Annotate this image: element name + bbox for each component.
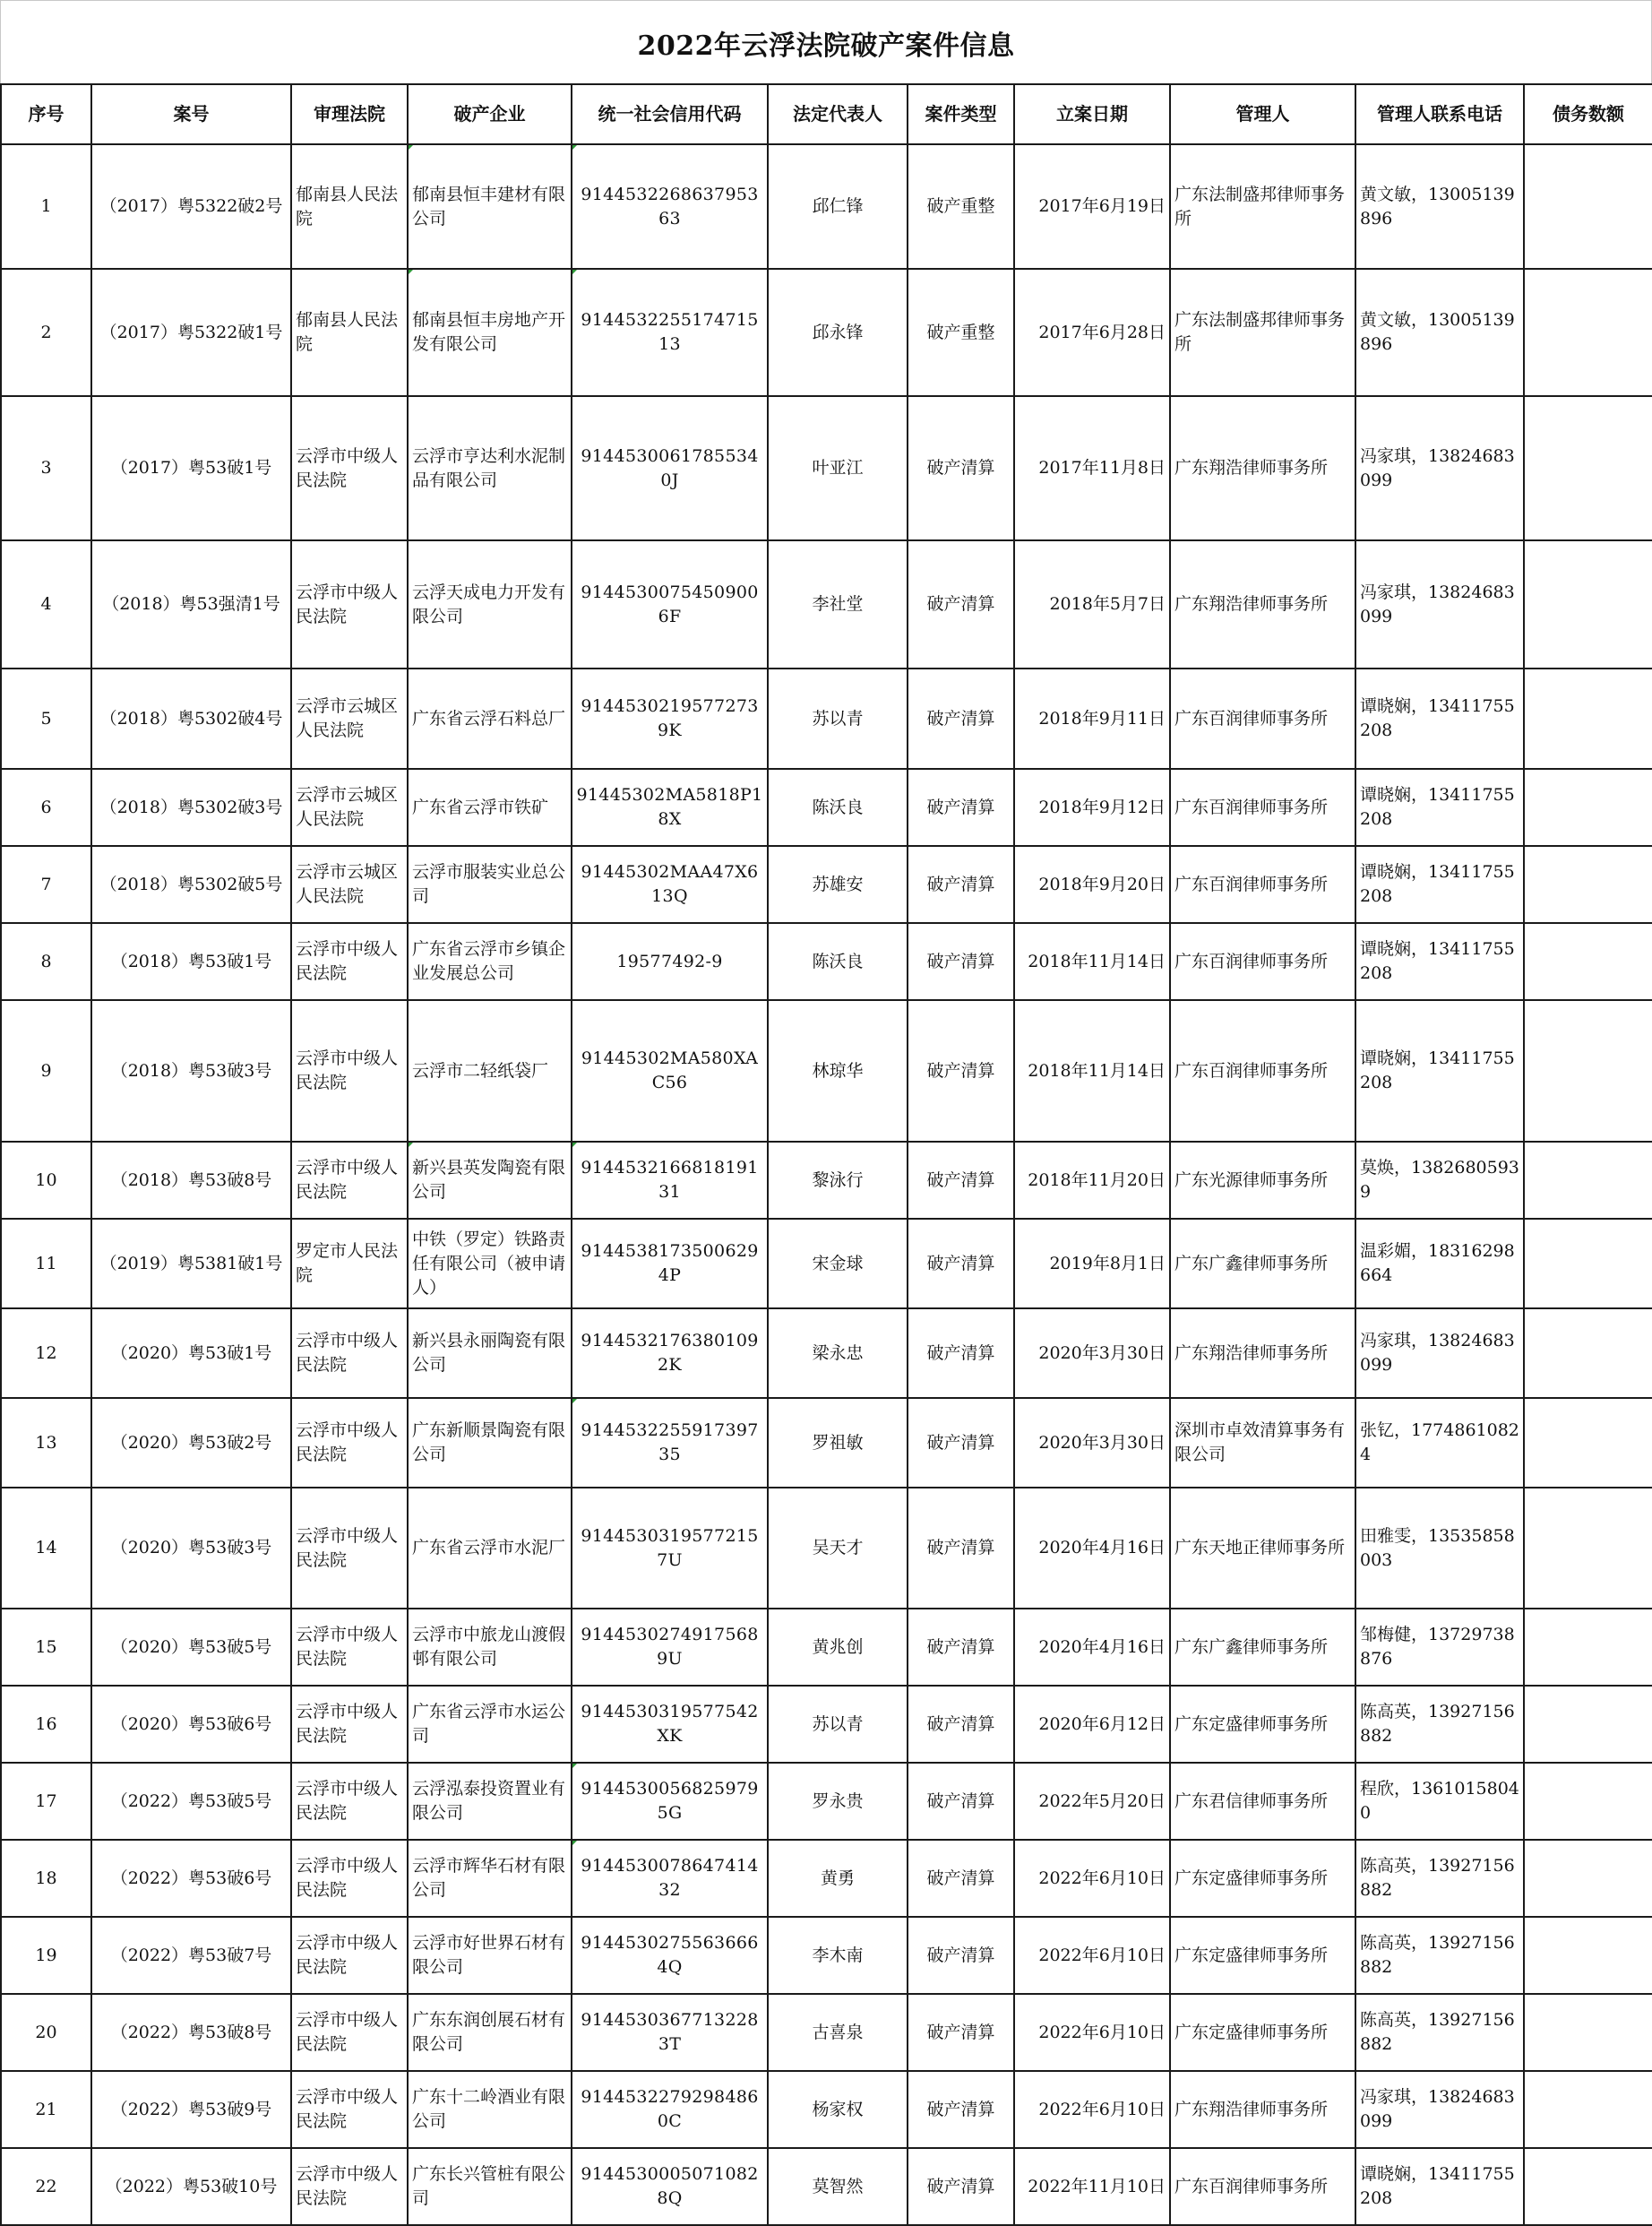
cell-case-number[interactable]: （2018）粤53破1号: [91, 923, 291, 1000]
cell-debt-amount[interactable]: [1524, 1686, 1652, 1763]
cell-serial-no[interactable]: 13: [1, 1398, 91, 1488]
cell-filing-date[interactable]: 2018年9月20日: [1014, 846, 1170, 923]
cell-court[interactable]: 郁南县人民法院: [291, 269, 408, 396]
cell-court[interactable]: 云浮市中级人民法院: [291, 2071, 408, 2148]
bankruptcy-cases-table: [0, 83, 1652, 2226]
cell-serial-no[interactable]: 18: [1, 1840, 91, 1917]
cell-administrator-phone[interactable]: 程欣，13610158040: [1355, 1763, 1524, 1840]
cell-case-number[interactable]: （2022）粤53破10号: [91, 2148, 291, 2225]
cell-court[interactable]: 云浮市中级人民法院: [291, 1917, 408, 1994]
cell-debt-amount[interactable]: [1524, 769, 1652, 846]
header-cell[interactable]: 债务数额: [1524, 84, 1652, 144]
cell-legal-representative[interactable]: 叶亚江: [768, 396, 908, 540]
cell-company[interactable]: 云浮市亨达利水泥制品有限公司: [408, 396, 572, 540]
cell-administrator-phone[interactable]: 邹梅健，13729738876: [1355, 1609, 1524, 1686]
cell-administrator-phone[interactable]: 谭晓娴，13411755208: [1355, 769, 1524, 846]
table-row: [1, 1686, 1652, 1763]
cell-administrator-phone[interactable]: 张钇，17748610824: [1355, 1398, 1524, 1488]
cell-case-number[interactable]: （2019）粤5381破1号: [91, 1219, 291, 1308]
cell-filing-date[interactable]: 2018年9月11日: [1014, 669, 1170, 769]
cell-company[interactable]: 广东新顺景陶瓷有限公司: [408, 1398, 572, 1488]
cell-legal-representative[interactable]: 宋金球: [768, 1219, 908, 1308]
cell-court[interactable]: 云浮市中级人民法院: [291, 396, 408, 540]
cell-filing-date[interactable]: 2022年11月10日: [1014, 2148, 1170, 2225]
cell-case-number[interactable]: （2022）粤53破6号: [91, 1840, 291, 1917]
header-cell[interactable]: 序号: [1, 84, 91, 144]
cell-company[interactable]: 广东十二岭酒业有限公司: [408, 2071, 572, 2148]
cell-case-number[interactable]: （2017）粤5322破2号: [91, 144, 291, 269]
table-row: [1, 1000, 1652, 1142]
cell-court[interactable]: 云浮市中级人民法院: [291, 540, 408, 669]
cell-company[interactable]: 云浮市好世界石材有限公司: [408, 1917, 572, 1994]
cell-administrator[interactable]: 广东广鑫律师事务所: [1170, 1219, 1355, 1308]
cell-debt-amount[interactable]: [1524, 1763, 1652, 1840]
cell-court[interactable]: 云浮市云城区人民法院: [291, 769, 408, 846]
cell-debt-amount[interactable]: [1524, 540, 1652, 669]
cell-court[interactable]: 云浮市中级人民法院: [291, 1763, 408, 1840]
cell-serial-no[interactable]: 15: [1, 1609, 91, 1686]
cell-administrator-phone[interactable]: 田雅雯，13535858003: [1355, 1488, 1524, 1609]
cell-legal-representative[interactable]: 黄兆创: [768, 1609, 908, 1686]
cell-administrator-phone[interactable]: 温彩媚，18316298664: [1355, 1219, 1524, 1308]
cell-administrator-phone[interactable]: 谭晓娴，13411755208: [1355, 2148, 1524, 2225]
cell-administrator[interactable]: 广东君信律师事务所: [1170, 1763, 1355, 1840]
table-row: [1, 269, 1652, 396]
cell-legal-representative[interactable]: 林琼华: [768, 1000, 908, 1142]
cell-case-number[interactable]: （2022）粤53破8号: [91, 1994, 291, 2071]
cell-administrator[interactable]: 广东天地正律师事务所: [1170, 1488, 1355, 1609]
cell-credit-code[interactable]: 91445303677132283T: [572, 1994, 768, 2071]
cell-credit-code[interactable]: 914453216681819131: [572, 1142, 768, 1219]
cell-court[interactable]: 云浮市中级人民法院: [291, 1686, 408, 1763]
cell-credit-code[interactable]: 91445302MAA47X613Q: [572, 846, 768, 923]
cell-administrator[interactable]: 广东翔浩律师事务所: [1170, 396, 1355, 540]
cell-debt-amount[interactable]: [1524, 846, 1652, 923]
cell-legal-representative[interactable]: 梁永忠: [768, 1308, 908, 1398]
cell-administrator[interactable]: 广东百润律师事务所: [1170, 923, 1355, 1000]
cell-filing-date[interactable]: 2018年9月12日: [1014, 769, 1170, 846]
cell-case-type[interactable]: 破产清算: [908, 846, 1014, 923]
cell-company[interactable]: 郁南县恒丰建材有限公司: [408, 144, 572, 269]
cell-filing-date[interactable]: 2022年5月20日: [1014, 1763, 1170, 1840]
cell-case-number[interactable]: （2020）粤53破1号: [91, 1308, 291, 1398]
cell-debt-amount[interactable]: [1524, 396, 1652, 540]
cell-company[interactable]: 广东省云浮市铁矿: [408, 769, 572, 846]
cell-case-number[interactable]: （2020）粤53破3号: [91, 1488, 291, 1609]
cell-administrator[interactable]: 广东翔浩律师事务所: [1170, 2071, 1355, 2148]
table-row: [1, 1994, 1652, 2071]
cell-court[interactable]: 云浮市中级人民法院: [291, 1488, 408, 1609]
cell-legal-representative[interactable]: 李社堂: [768, 540, 908, 669]
cell-company[interactable]: 广东省云浮市水泥厂: [408, 1488, 572, 1609]
cell-credit-code[interactable]: 91445302755636664Q: [572, 1917, 768, 1994]
cell-court[interactable]: 云浮市中级人民法院: [291, 923, 408, 1000]
cell-credit-code[interactable]: 91445300050710828Q: [572, 2148, 768, 2225]
cell-legal-representative[interactable]: 杨家权: [768, 2071, 908, 2148]
cell-legal-representative[interactable]: 邱仁锋: [768, 144, 908, 269]
cell-debt-amount[interactable]: [1524, 1994, 1652, 2071]
cell-administrator-phone[interactable]: 谭晓娴，13411755208: [1355, 923, 1524, 1000]
cell-administrator[interactable]: 广东法制盛邦律师事务所: [1170, 144, 1355, 269]
cell-credit-code[interactable]: 914453007864741432: [572, 1840, 768, 1917]
cell-serial-no[interactable]: 3: [1, 396, 91, 540]
cell-case-type[interactable]: 破产清算: [908, 769, 1014, 846]
cell-debt-amount[interactable]: [1524, 1398, 1652, 1488]
cell-case-type[interactable]: 破产清算: [908, 1308, 1014, 1398]
cell-case-number[interactable]: （2018）粤53强清1号: [91, 540, 291, 669]
cell-administrator[interactable]: 广东定盛律师事务所: [1170, 1994, 1355, 2071]
cell-administrator-phone[interactable]: 黄文敏，13005139896: [1355, 144, 1524, 269]
cell-case-type[interactable]: 破产清算: [908, 1917, 1014, 1994]
cell-case-number[interactable]: （2018）粤53破8号: [91, 1142, 291, 1219]
cell-case-type[interactable]: 破产重整: [908, 144, 1014, 269]
cell-case-number[interactable]: （2017）粤5322破1号: [91, 269, 291, 396]
cell-administrator[interactable]: 广东法制盛邦律师事务所: [1170, 269, 1355, 396]
header-cell[interactable]: 管理人联系电话: [1355, 84, 1524, 144]
cell-filing-date[interactable]: 2020年6月12日: [1014, 1686, 1170, 1763]
cell-credit-code[interactable]: 19577492-9: [572, 923, 768, 1000]
header-cell[interactable]: 审理法院: [291, 84, 408, 144]
cell-court[interactable]: 罗定市人民法院: [291, 1219, 408, 1308]
table-row: [1, 2071, 1652, 2148]
cell-credit-code[interactable]: 914453226863795363: [572, 144, 768, 269]
table-header-row: [1, 84, 1652, 144]
cell-administrator-phone[interactable]: 黄文敏，13005139896: [1355, 269, 1524, 396]
cell-filing-date[interactable]: 2017年6月28日: [1014, 269, 1170, 396]
cell-legal-representative[interactable]: 罗祖敏: [768, 1398, 908, 1488]
cell-filing-date[interactable]: 2020年3月30日: [1014, 1398, 1170, 1488]
cell-legal-representative[interactable]: 陈沃良: [768, 923, 908, 1000]
cell-credit-code[interactable]: 91445300617855340J: [572, 396, 768, 540]
cell-serial-no[interactable]: 19: [1, 1917, 91, 1994]
cell-company[interactable]: 云浮泓泰投资置业有限公司: [408, 1763, 572, 1840]
cell-case-type[interactable]: 破产清算: [908, 1609, 1014, 1686]
cell-case-type[interactable]: 破产清算: [908, 923, 1014, 1000]
cell-case-type[interactable]: 破产清算: [908, 1763, 1014, 1840]
cell-serial-no[interactable]: 9: [1, 1000, 91, 1142]
cell-case-type[interactable]: 破产清算: [908, 1219, 1014, 1308]
cell-administrator[interactable]: 广东定盛律师事务所: [1170, 1840, 1355, 1917]
cell-case-type[interactable]: 破产清算: [908, 2071, 1014, 2148]
cell-debt-amount[interactable]: [1524, 2071, 1652, 2148]
table-row: [1, 769, 1652, 846]
table-row: [1, 1142, 1652, 1219]
cell-filing-date[interactable]: 2018年11月14日: [1014, 1000, 1170, 1142]
cell-case-type[interactable]: 破产清算: [908, 1686, 1014, 1763]
table-row: [1, 144, 1652, 269]
cell-credit-code[interactable]: 91445300568259795G: [572, 1763, 768, 1840]
cell-administrator[interactable]: 广东定盛律师事务所: [1170, 1917, 1355, 1994]
cell-filing-date[interactable]: 2018年11月20日: [1014, 1142, 1170, 1219]
header-cell[interactable]: 统一社会信用代码: [572, 84, 768, 144]
cell-legal-representative[interactable]: 古喜泉: [768, 1994, 908, 2071]
cell-court[interactable]: 云浮市中级人民法院: [291, 2148, 408, 2225]
cell-court[interactable]: 云浮市中级人民法院: [291, 1000, 408, 1142]
cell-administrator[interactable]: 深圳市卓效清算事务有限公司: [1170, 1398, 1355, 1488]
cell-administrator-phone[interactable]: 冯家琪，13824683099: [1355, 396, 1524, 540]
cell-company[interactable]: 郁南县恒丰房地产开发有限公司: [408, 269, 572, 396]
cell-administrator-phone[interactable]: 冯家琪，13824683099: [1355, 2071, 1524, 2148]
cell-administrator-phone[interactable]: 陈高英，13927156882: [1355, 1686, 1524, 1763]
table-row: [1, 846, 1652, 923]
cell-serial-no[interactable]: 2: [1, 269, 91, 396]
table-row: [1, 1840, 1652, 1917]
table-row: [1, 1219, 1652, 1308]
header-cell[interactable]: 案件类型: [908, 84, 1014, 144]
cell-case-type[interactable]: 破产清算: [908, 540, 1014, 669]
cell-case-type[interactable]: 破产清算: [908, 669, 1014, 769]
cell-serial-no[interactable]: 12: [1, 1308, 91, 1398]
cell-legal-representative[interactable]: 罗永贵: [768, 1763, 908, 1840]
table-row: [1, 1488, 1652, 1609]
cell-credit-code[interactable]: 91445302195772739K: [572, 669, 768, 769]
cell-company[interactable]: 云浮市中旅龙山渡假邨有限公司: [408, 1609, 572, 1686]
cell-legal-representative[interactable]: 李木南: [768, 1917, 908, 1994]
cell-credit-code[interactable]: 91445321763801092K: [572, 1308, 768, 1398]
cell-serial-no[interactable]: 20: [1, 1994, 91, 2071]
header-cell[interactable]: 法定代表人: [768, 84, 908, 144]
cell-debt-amount[interactable]: [1524, 2148, 1652, 2225]
table-row: [1, 1398, 1652, 1488]
cell-debt-amount[interactable]: [1524, 269, 1652, 396]
cell-case-number[interactable]: （2020）粤53破2号: [91, 1398, 291, 1488]
cell-company[interactable]: 中铁（罗定）铁路责任有限公司（被申请人）: [408, 1219, 572, 1308]
cell-serial-no[interactable]: 6: [1, 769, 91, 846]
cell-credit-code[interactable]: 91445302749175689U: [572, 1609, 768, 1686]
cell-court[interactable]: 云浮市云城区人民法院: [291, 669, 408, 769]
cell-court[interactable]: 云浮市中级人民法院: [291, 1994, 408, 2071]
cell-case-type[interactable]: 破产清算: [908, 1488, 1014, 1609]
cell-legal-representative[interactable]: 吴天才: [768, 1488, 908, 1609]
cell-case-number[interactable]: （2022）粤53破5号: [91, 1763, 291, 1840]
cell-case-number[interactable]: （2018）粤5302破5号: [91, 846, 291, 923]
cell-administrator[interactable]: 广东百润律师事务所: [1170, 769, 1355, 846]
cell-company[interactable]: 广东长兴管桩有限公司: [408, 2148, 572, 2225]
cell-case-number[interactable]: （2017）粤53破1号: [91, 396, 291, 540]
cell-credit-code[interactable]: 91445303195772157U: [572, 1488, 768, 1609]
cell-administrator-phone[interactable]: 谭晓娴，13411755208: [1355, 1000, 1524, 1142]
cell-company[interactable]: 广东东润创展石材有限公司: [408, 1994, 572, 2071]
cell-filing-date[interactable]: 2022年6月10日: [1014, 2071, 1170, 2148]
cell-administrator[interactable]: 广东百润律师事务所: [1170, 846, 1355, 923]
cell-administrator[interactable]: 广东定盛律师事务所: [1170, 1686, 1355, 1763]
cell-filing-date[interactable]: 2022年6月10日: [1014, 1917, 1170, 1994]
cell-debt-amount[interactable]: [1524, 1840, 1652, 1917]
cell-administrator-phone[interactable]: 陈高英，13927156882: [1355, 1840, 1524, 1917]
sheet-title: 2022年云浮法院破产案件信息: [0, 0, 1652, 84]
cell-administrator-phone[interactable]: 陈高英，13927156882: [1355, 1917, 1524, 1994]
cell-debt-amount[interactable]: [1524, 1609, 1652, 1686]
cell-filing-date[interactable]: 2022年6月10日: [1014, 1994, 1170, 2071]
cell-serial-no[interactable]: 14: [1, 1488, 91, 1609]
cell-company[interactable]: 广东省云浮石料总厂: [408, 669, 572, 769]
cell-administrator-phone[interactable]: 冯家琪，13824683099: [1355, 540, 1524, 669]
cell-serial-no[interactable]: 5: [1, 669, 91, 769]
cell-serial-no[interactable]: 21: [1, 2071, 91, 2148]
table-row: [1, 540, 1652, 669]
cell-debt-amount[interactable]: [1524, 1000, 1652, 1142]
cell-case-type[interactable]: 破产重整: [908, 269, 1014, 396]
cell-credit-code[interactable]: 914453225517471513: [572, 269, 768, 396]
cell-court[interactable]: 云浮市云城区人民法院: [291, 846, 408, 923]
cell-case-type[interactable]: 破产清算: [908, 1000, 1014, 1142]
cell-case-number[interactable]: （2020）粤53破6号: [91, 1686, 291, 1763]
cell-administrator-phone[interactable]: 谭晓娴，13411755208: [1355, 846, 1524, 923]
cell-serial-no[interactable]: 7: [1, 846, 91, 923]
cell-filing-date[interactable]: 2020年3月30日: [1014, 1308, 1170, 1398]
cell-company[interactable]: 广东省云浮市乡镇企业发展总公司: [408, 923, 572, 1000]
cell-filing-date[interactable]: 2017年11月8日: [1014, 396, 1170, 540]
table-row: [1, 1609, 1652, 1686]
cell-serial-no[interactable]: 16: [1, 1686, 91, 1763]
cell-company[interactable]: 云浮天成电力开发有限公司: [408, 540, 572, 669]
cell-filing-date[interactable]: 2017年6月19日: [1014, 144, 1170, 269]
cell-administrator-phone[interactable]: 谭晓娴，13411755208: [1355, 669, 1524, 769]
cell-company[interactable]: 新兴县英发陶瓷有限公司: [408, 1142, 572, 1219]
cell-filing-date[interactable]: 2018年11月14日: [1014, 923, 1170, 1000]
cell-legal-representative[interactable]: 苏雄安: [768, 846, 908, 923]
cell-filing-date[interactable]: 2018年5月7日: [1014, 540, 1170, 669]
cell-case-number[interactable]: （2018）粤5302破4号: [91, 669, 291, 769]
cell-serial-no[interactable]: 17: [1, 1763, 91, 1840]
cell-case-number[interactable]: （2022）粤53破7号: [91, 1917, 291, 1994]
table-row: [1, 1763, 1652, 1840]
cell-administrator[interactable]: 广东百润律师事务所: [1170, 1000, 1355, 1142]
cell-company[interactable]: 云浮市二轻纸袋厂: [408, 1000, 572, 1142]
cell-administrator-phone[interactable]: 莫焕，13826805939: [1355, 1142, 1524, 1219]
cell-credit-code[interactable]: 91445322792984860C: [572, 2071, 768, 2148]
table-row: [1, 1308, 1652, 1398]
cell-administrator[interactable]: 广东百润律师事务所: [1170, 2148, 1355, 2225]
cell-court[interactable]: 云浮市中级人民法院: [291, 1609, 408, 1686]
header-cell[interactable]: 破产企业: [408, 84, 572, 144]
cell-filing-date[interactable]: 2020年4月16日: [1014, 1488, 1170, 1609]
header-cell[interactable]: 管理人: [1170, 84, 1355, 144]
cell-debt-amount[interactable]: [1524, 669, 1652, 769]
cell-case-type[interactable]: 破产清算: [908, 1994, 1014, 2071]
cell-serial-no[interactable]: 8: [1, 923, 91, 1000]
cell-administrator[interactable]: 广东百润律师事务所: [1170, 669, 1355, 769]
cell-case-number[interactable]: （2018）粤53破3号: [91, 1000, 291, 1142]
cell-case-type[interactable]: 破产清算: [908, 1398, 1014, 1488]
cell-court[interactable]: 云浮市中级人民法院: [291, 1398, 408, 1488]
cell-serial-no[interactable]: 11: [1, 1219, 91, 1308]
cell-legal-representative[interactable]: 黄勇: [768, 1840, 908, 1917]
cell-case-number[interactable]: （2022）粤53破9号: [91, 2071, 291, 2148]
cell-legal-representative[interactable]: 陈沃良: [768, 769, 908, 846]
cell-administrator-phone[interactable]: 冯家琪，13824683099: [1355, 1308, 1524, 1398]
table-row: [1, 1917, 1652, 1994]
cell-credit-code[interactable]: 914453225591739735: [572, 1398, 768, 1488]
cell-court[interactable]: 云浮市中级人民法院: [291, 1142, 408, 1219]
cell-credit-code[interactable]: 91445302MA5818P18X: [572, 769, 768, 846]
cell-filing-date[interactable]: 2019年8月1日: [1014, 1219, 1170, 1308]
cell-administrator[interactable]: 广东翔浩律师事务所: [1170, 540, 1355, 669]
table-row: [1, 2148, 1652, 2225]
cell-legal-representative[interactable]: 苏以青: [768, 1686, 908, 1763]
table-row: [1, 396, 1652, 540]
table-row: [1, 923, 1652, 1000]
cell-serial-no[interactable]: 10: [1, 1142, 91, 1219]
table-row: [1, 669, 1652, 769]
cell-legal-representative[interactable]: 黎泳行: [768, 1142, 908, 1219]
cell-court[interactable]: 云浮市中级人民法院: [291, 1308, 408, 1398]
cell-serial-no[interactable]: 1: [1, 144, 91, 269]
cell-administrator[interactable]: 广东翔浩律师事务所: [1170, 1308, 1355, 1398]
cell-debt-amount[interactable]: [1524, 1917, 1652, 1994]
cell-credit-code[interactable]: 9144530319577542XK: [572, 1686, 768, 1763]
cell-serial-no[interactable]: 22: [1, 2148, 91, 2225]
cell-debt-amount[interactable]: [1524, 1488, 1652, 1609]
cell-administrator-phone[interactable]: 陈高英，13927156882: [1355, 1994, 1524, 2071]
cell-legal-representative[interactable]: 莫智然: [768, 2148, 908, 2225]
cell-case-number[interactable]: （2020）粤53破5号: [91, 1609, 291, 1686]
cell-debt-amount[interactable]: [1524, 1308, 1652, 1398]
cell-legal-representative[interactable]: 苏以青: [768, 669, 908, 769]
cell-debt-amount[interactable]: [1524, 923, 1652, 1000]
cell-serial-no[interactable]: 4: [1, 540, 91, 669]
cell-case-type[interactable]: 破产清算: [908, 1840, 1014, 1917]
cell-company[interactable]: 云浮市服装实业总公司: [408, 846, 572, 923]
cell-filing-date[interactable]: 2022年6月10日: [1014, 1840, 1170, 1917]
cell-debt-amount[interactable]: [1524, 1142, 1652, 1219]
cell-case-type[interactable]: 破产清算: [908, 396, 1014, 540]
cell-credit-code[interactable]: 91445381735006294P: [572, 1219, 768, 1308]
cell-debt-amount[interactable]: [1524, 1219, 1652, 1308]
cell-administrator[interactable]: 广东广鑫律师事务所: [1170, 1609, 1355, 1686]
cell-court[interactable]: 云浮市中级人民法院: [291, 1840, 408, 1917]
cell-court[interactable]: 郁南县人民法院: [291, 144, 408, 269]
cell-filing-date[interactable]: 2020年4月16日: [1014, 1609, 1170, 1686]
cell-case-type[interactable]: 破产清算: [908, 2148, 1014, 2225]
cell-company[interactable]: 新兴县永丽陶瓷有限公司: [408, 1308, 572, 1398]
cell-administrator[interactable]: 广东光源律师事务所: [1170, 1142, 1355, 1219]
cell-case-type[interactable]: 破产清算: [908, 1142, 1014, 1219]
cell-credit-code[interactable]: 91445300754509006F: [572, 540, 768, 669]
header-cell[interactable]: 立案日期: [1014, 84, 1170, 144]
cell-credit-code[interactable]: 91445302MA580XAC56: [572, 1000, 768, 1142]
cell-debt-amount[interactable]: [1524, 144, 1652, 269]
header-cell[interactable]: 案号: [91, 84, 291, 144]
cell-case-number[interactable]: （2018）粤5302破3号: [91, 769, 291, 846]
cell-legal-representative[interactable]: 邱永锋: [768, 269, 908, 396]
cell-company[interactable]: 广东省云浮市水运公司: [408, 1686, 572, 1763]
cell-company[interactable]: 云浮市辉华石材有限公司: [408, 1840, 572, 1917]
